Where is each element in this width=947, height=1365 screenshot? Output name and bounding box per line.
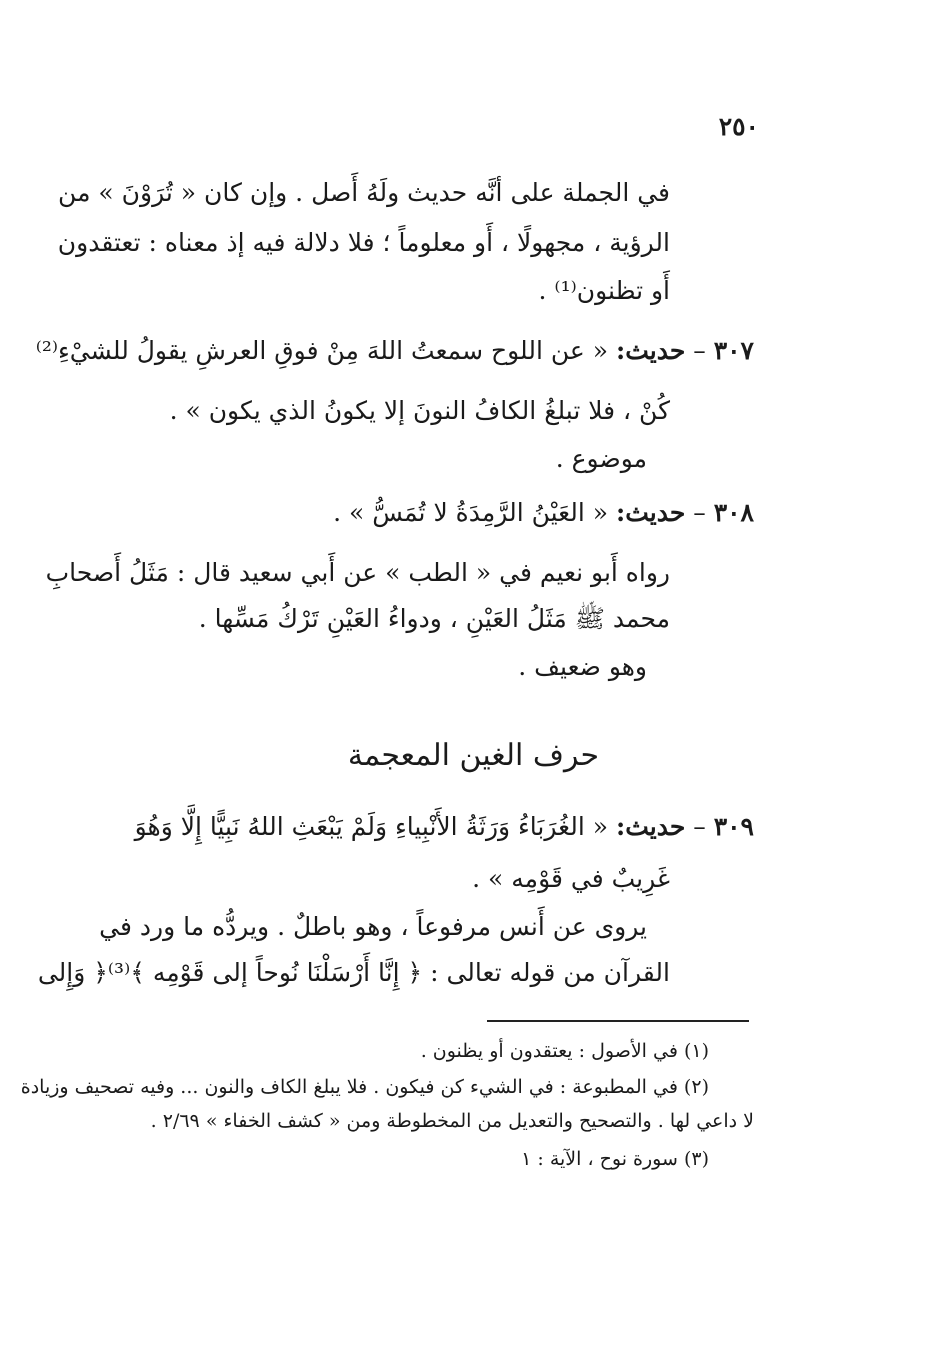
hadith-keyword: حديث: (615, 812, 686, 841)
entry-308-comment-3: وهو ضعيف . (518, 652, 647, 681)
hadith-text: « العَيْنُ الرَّمِدَةُ لا تُمَسُّ » . (333, 498, 609, 527)
footnote-divider (487, 1020, 749, 1022)
footnote-3: (٣) سورة نوح ، الآية : ١ (521, 1148, 709, 1170)
entry-308-header (333, 498, 754, 528)
intro-line-1: في الجملة على أنَّه حديث ولَهُ أَصل . وإن كان « تُرَوْنَ » من (58, 178, 670, 207)
entry-309-comment-2: القرآن من قوله تعالى : ﴿ إِنَّا أَرْسَلْنَا نُوحاً إلى قَوْمِه ﴾⁽³⁾﴿ وَإِلى (37, 958, 670, 987)
footnote-2: (٢) في المطبوعة : في الشيء كن فيكون . فلا يبلغ الكاف والنون ... وفيه تصحيف وزيادة (20, 1076, 709, 1098)
entry-dash: – (693, 812, 706, 841)
entry-309-header (135, 812, 754, 842)
page-number: ٢٥٠ (718, 112, 759, 141)
entry-dash: – (693, 498, 706, 527)
section-heading: حرف الغين المعجمة (347, 738, 600, 773)
intro-line-3: أَو تظنون⁽¹⁾ . (538, 276, 670, 305)
entry-308-comment-2: محمد ﷺ مَثَلُ العَيْنِ ، ودواءُ العَيْنِ تَرْكُ مَسِّها . (198, 604, 670, 633)
entry-309-comment-1: يروى عن أَنس مرفوعاً ، وهو باطلٌ . ويردُّه ما ورد في (99, 912, 647, 941)
entry-number: ٣٠٨ (713, 498, 754, 527)
entry-307-header (36, 336, 754, 366)
entry-309-line-2: غَرِيبٌ في قَوْمِه » . (472, 864, 670, 893)
entry-number: ٣٠٩ (713, 812, 754, 841)
entry-307-line-2: كُنْ ، فلا تبلغُ الكافُ النونَ إلا يكونُ الذي يكون » . (169, 396, 670, 425)
entry-307-comment: موضوع . (555, 444, 647, 473)
intro-line-2: الرؤية ، مجهولًا ، أَو معلوماً ؛ فلا دلالة فيه إذ معناه : تعتقدون (57, 228, 670, 257)
entry-308-comment-1: رواه أَبو نعيم في « الطب » عن أَبي سعيد قال : مَثَلُ أَصحابِ (45, 558, 670, 587)
hadith-keyword: حديث: (615, 336, 686, 365)
entry-number: ٣٠٧ (713, 336, 754, 365)
entry-dash: – (693, 336, 706, 365)
hadith-text: « الغُرَبَاءُ وَرَثَةُ الأَنْبِياءِ وَلَمْ يَبْعَثِ اللهُ نَبِيًّا إِلَّا وَهُوَ (134, 812, 609, 841)
hadith-keyword: حديث: (615, 498, 686, 527)
footnote-1: (١) في الأصول : يعتقدون أو يظنون . (420, 1040, 709, 1062)
hadith-text: « عن اللوح سمعتُ اللهَ مِنْ فوقِ العرشِ يقولُ للشيْءِ⁽²⁾ (35, 336, 609, 365)
footnote-2-cont: لا داعي لها . والتصحيح والتعديل من المخطوطة ومن « كشف الخفاء » ٢/٦٩ . (150, 1110, 754, 1132)
